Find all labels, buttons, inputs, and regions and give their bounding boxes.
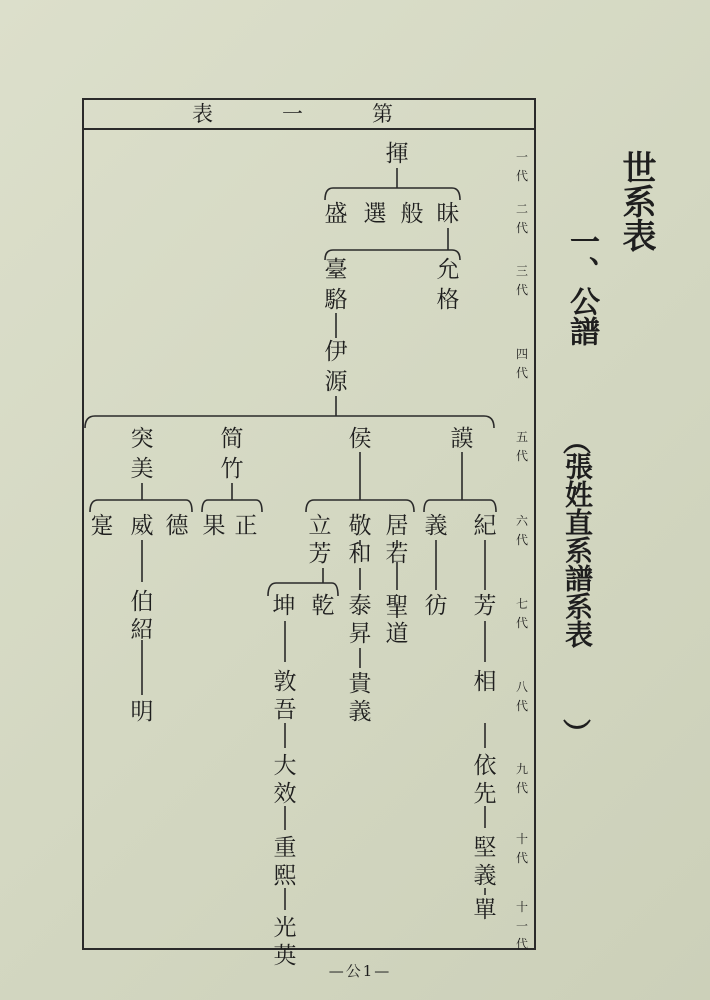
person-name-char: 伊 <box>324 339 348 365</box>
person-name-char: 格 <box>436 287 460 313</box>
person-name-char: 先 <box>473 781 497 807</box>
table-title-char-3: 第 <box>372 102 393 126</box>
person-name-char: 義 <box>348 699 372 725</box>
person-name-char: 堅 <box>473 835 497 861</box>
person-name-char: 熙 <box>273 863 297 889</box>
person-name-char: 乾 <box>311 593 335 619</box>
person-name-char: 芳 <box>473 593 497 619</box>
page-number: —公1— <box>328 962 392 980</box>
person-name-char: 立 <box>308 513 332 539</box>
person-name-char: 效 <box>273 781 297 807</box>
person-name-char: 義 <box>473 863 497 889</box>
person-name-char: 道 <box>385 621 409 647</box>
person-name-char: 泰 <box>348 593 372 619</box>
subtitle-text: 張姓直系譜系表 <box>561 452 594 648</box>
person-name-char: 紀 <box>473 513 497 539</box>
generation-label-9: 九代 <box>515 762 528 795</box>
generation-label-8: 八代 <box>515 680 528 713</box>
person-name-char: 紹 <box>130 617 154 643</box>
person-name-char: 允 <box>436 257 460 283</box>
generation-label-11: 十一代 <box>515 900 528 952</box>
person-name-char: 和 <box>348 541 372 567</box>
subtitle <box>556 452 598 648</box>
person-name-char: 大 <box>273 753 297 779</box>
person-name-char: 竹 <box>220 456 244 482</box>
person-name-char: 若 <box>385 541 409 567</box>
person-name-char: 坤 <box>272 593 296 619</box>
person-name-char: 突 <box>130 426 154 452</box>
generation-label-4: 四代 <box>515 347 528 380</box>
person-name-char: 敬 <box>348 513 372 539</box>
person-name-char: 聖 <box>385 593 409 619</box>
person-name-char: 果 <box>202 513 226 539</box>
generation-label-5: 五代 <box>515 430 528 463</box>
person-name-char: 昧 <box>436 201 460 227</box>
person-name-char: 盛 <box>324 201 348 227</box>
generation-label-1: 一代 <box>515 150 528 183</box>
person-name-char: 光 <box>273 915 297 941</box>
person-name-char: 伯 <box>130 589 154 615</box>
person-name-char: 源 <box>324 369 348 395</box>
subtitle-close-paren: ︶ <box>562 717 591 750</box>
person-name-char: 貴 <box>348 671 372 697</box>
subtitle-open-paren: ︵ <box>562 425 591 458</box>
person-name-char: 正 <box>234 513 258 539</box>
person-name-char: 芳 <box>308 541 332 567</box>
person-name-char: 義 <box>424 513 448 539</box>
person-name-char: 重 <box>273 835 297 861</box>
person-name-char: 简 <box>220 426 244 452</box>
person-name-char: 揮 <box>385 141 409 167</box>
section-heading <box>560 226 600 346</box>
person-name-char: 威 <box>130 513 154 539</box>
person-name-char: 臺 <box>324 257 348 283</box>
person-name-char: 般 <box>400 201 424 227</box>
person-name-char: 英 <box>273 943 297 969</box>
person-name-char: 相 <box>473 669 497 695</box>
table-title-char-2: 一 <box>282 102 303 126</box>
generation-label-7: 七代 <box>515 597 528 630</box>
person-name-char: 彷 <box>424 593 448 619</box>
person-name-char: 單 <box>473 897 497 923</box>
person-name-char: 謨 <box>450 426 474 452</box>
person-name-char: 昇 <box>348 621 372 647</box>
person-name-char: 駱 <box>324 287 348 313</box>
generation-label-10: 十代 <box>515 832 528 865</box>
person-name-char: 明 <box>130 699 154 725</box>
person-name-char: 依 <box>473 753 497 779</box>
section-heading-text: 一、公譜 <box>564 226 599 346</box>
person-name-char: 德 <box>165 513 189 539</box>
person-name-char: 居 <box>385 513 409 539</box>
person-name-char: 侯 <box>348 426 372 452</box>
person-name-char: 選 <box>363 201 387 227</box>
table-title-char-1: 表 <box>192 102 213 126</box>
generation-label-3: 三代 <box>515 264 528 297</box>
generation-label-6: 六代 <box>515 514 528 547</box>
person-name-char: 美 <box>130 456 154 482</box>
person-name-char: 吾 <box>273 697 297 723</box>
main-title <box>614 150 658 252</box>
person-name-char: 寔 <box>90 513 114 539</box>
main-title-text: 世系表 <box>616 150 656 252</box>
person-name-char: 敦 <box>273 669 297 695</box>
generation-label-2: 二代 <box>515 202 528 235</box>
